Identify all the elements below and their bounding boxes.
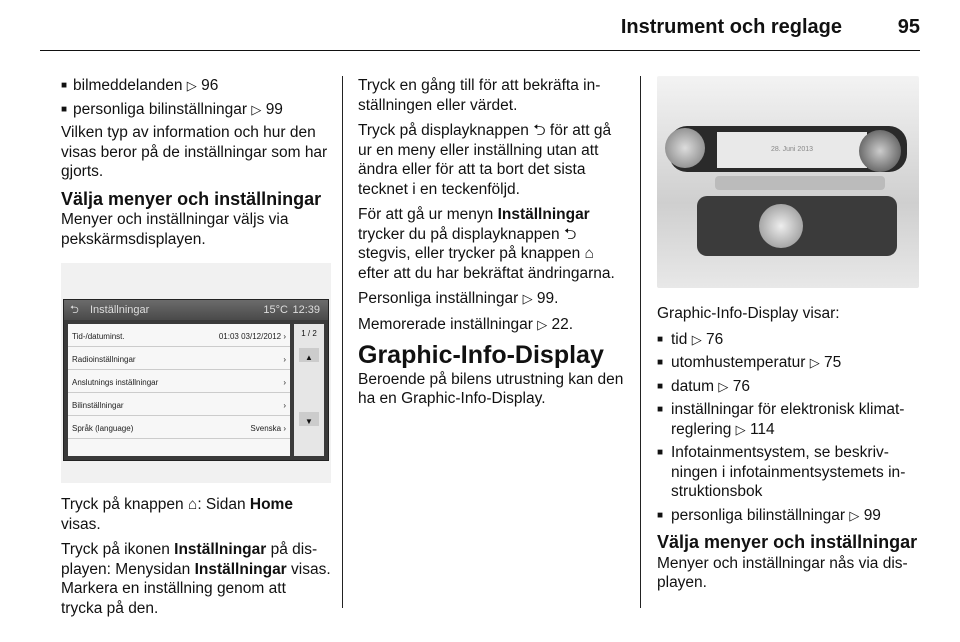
menu-knob bbox=[859, 130, 901, 172]
volume-knob bbox=[665, 128, 705, 168]
page-reference[interactable]: 22. bbox=[551, 315, 574, 333]
back-arrow-icon: ⮌ bbox=[533, 122, 546, 139]
dashboard-photo bbox=[657, 76, 919, 288]
page-reference[interactable]: 96 bbox=[201, 77, 219, 94]
list-item: ■ utomhustemperatur ▷ 75 bbox=[657, 353, 920, 373]
list-item: Bilinställningar › bbox=[68, 393, 290, 416]
list-item: ■ Infotainmentsystem, se beskrivningen i infotainmentsystemets instruktionsbok bbox=[657, 443, 920, 502]
column-divider bbox=[640, 76, 641, 608]
home-icon: ⌂ bbox=[187, 496, 198, 513]
section-heading: Graphic-Info-Display bbox=[358, 341, 604, 369]
paragraph: Menyer och inställningar nås via displayen. bbox=[657, 554, 908, 591]
settings-screen-figure bbox=[61, 263, 331, 483]
screen-title: Inställningar bbox=[90, 304, 150, 316]
page-reference-icon: ▷ bbox=[537, 316, 548, 332]
page-reference-icon: ▷ bbox=[809, 355, 820, 370]
list-item: ■ inställningar för elektronisk klimatreglering ▷ 114 bbox=[657, 400, 920, 439]
page-header bbox=[0, 0, 960, 50]
page-reference-icon: ▷ bbox=[718, 378, 729, 394]
page-reference-icon: ▷ bbox=[691, 331, 702, 347]
page-title: Instrument och reglage bbox=[620, 16, 842, 38]
list-item: Anslutnings inställningar › bbox=[68, 370, 290, 393]
column-2 bbox=[358, 76, 628, 415]
page-reference[interactable]: 76 bbox=[732, 377, 750, 395]
paragraph: Beroende på bilens utrustning kan den ha en Graphic-Info-Display. bbox=[358, 370, 624, 407]
page-reference[interactable]: 114 bbox=[749, 420, 775, 438]
navigation-pad bbox=[759, 204, 803, 248]
touchscreen-display bbox=[63, 299, 329, 461]
graphic-info-display: 28. Juni 2013 bbox=[717, 132, 867, 168]
chevron-down-icon: ▼ bbox=[299, 412, 319, 426]
paragraph: Memorerade inställningar ▷ 22. bbox=[358, 315, 574, 333]
chevron-up-icon: ▲ bbox=[299, 348, 319, 362]
scroll-panel bbox=[294, 324, 324, 456]
section-heading: Välja menyer och inställningar bbox=[61, 188, 322, 209]
section-heading: Välja menyer och inställningar bbox=[657, 532, 918, 552]
list-item: ■ personliga bilinställningar ▷ 99 bbox=[657, 506, 920, 526]
page-reference[interactable]: 75 bbox=[824, 354, 842, 371]
screen-topbar bbox=[64, 300, 328, 320]
home-icon: ⌂ bbox=[584, 245, 594, 262]
page-reference[interactable]: 99. bbox=[536, 290, 559, 307]
list-item: ■ personliga bilinställningar ▷ 99 bbox=[61, 100, 331, 120]
paragraph: Graphic-Info-Display visar: bbox=[657, 305, 840, 322]
settings-list bbox=[68, 324, 290, 456]
paragraph: Menyer och inställningar väljs via pekskärmsdisplayen. bbox=[61, 211, 289, 248]
column-1 bbox=[61, 76, 331, 624]
page-indicator: 1 / 2 bbox=[301, 329, 317, 338]
header-rule bbox=[40, 50, 920, 51]
list-item: ■ tid ▷ 76 bbox=[657, 330, 920, 350]
back-arrow-icon: ⮌ bbox=[70, 304, 79, 316]
paragraph: Tryck på displayknappen ⮌ för att gå ur en meny eller inställning utan att ändra eller för att ta bort det sista tecknet i en teckenföljd. bbox=[358, 122, 612, 198]
screen-clock: 12:39 bbox=[292, 304, 320, 316]
paragraph: För att gå ur menyn Inställningar trycker du på displayknappen ⮌ stegvis, eller trycker på knappen ⌂ efter att du har bekräftat ändringarna. bbox=[358, 206, 615, 282]
paragraph: Vilken typ av information och hur den visas beror på de inställningar som har gjorts. bbox=[61, 124, 328, 180]
list-item: ■ bilmeddelanden ▷ 96 bbox=[61, 76, 331, 96]
paragraph: Tryck på knappen ⌂: Sidan Home visas. bbox=[61, 496, 293, 533]
page-reference[interactable]: 99 bbox=[863, 506, 881, 524]
paragraph: Tryck en gång till för att bekräfta inställningen eller värdet. bbox=[358, 77, 601, 114]
page-number: 95 bbox=[897, 16, 920, 38]
list-item: ■ datum ▷ 76 bbox=[657, 377, 920, 397]
page-reference-icon: ▷ bbox=[186, 78, 197, 93]
page-reference-icon: ▷ bbox=[251, 101, 262, 117]
column-divider bbox=[342, 76, 343, 608]
preset-keys bbox=[715, 176, 885, 190]
page-reference-icon: ▷ bbox=[849, 507, 860, 523]
screen-temperature: 15°C bbox=[263, 304, 288, 316]
page-reference-icon: ▷ bbox=[735, 421, 746, 437]
column-3 bbox=[657, 76, 920, 599]
paragraph: Tryck på ikonen Inställningar på displayen: Menysidan Inställningar visas. Markera en inställning genom att trycka på den. bbox=[61, 541, 331, 617]
page-reference[interactable]: 76 bbox=[706, 330, 724, 348]
page-reference-icon: ▷ bbox=[522, 291, 533, 306]
list-item: Radioinställningar › bbox=[68, 347, 290, 370]
back-arrow-icon: ⮌ bbox=[563, 225, 577, 243]
list-item: Tid-/datuminst. 01:03 03/12/2012 › bbox=[68, 324, 290, 347]
page-reference[interactable]: 99 bbox=[265, 100, 283, 118]
paragraph: Personliga inställningar ▷ 99. bbox=[358, 290, 559, 307]
list-item: Språk (language) Svenska › bbox=[68, 416, 290, 439]
